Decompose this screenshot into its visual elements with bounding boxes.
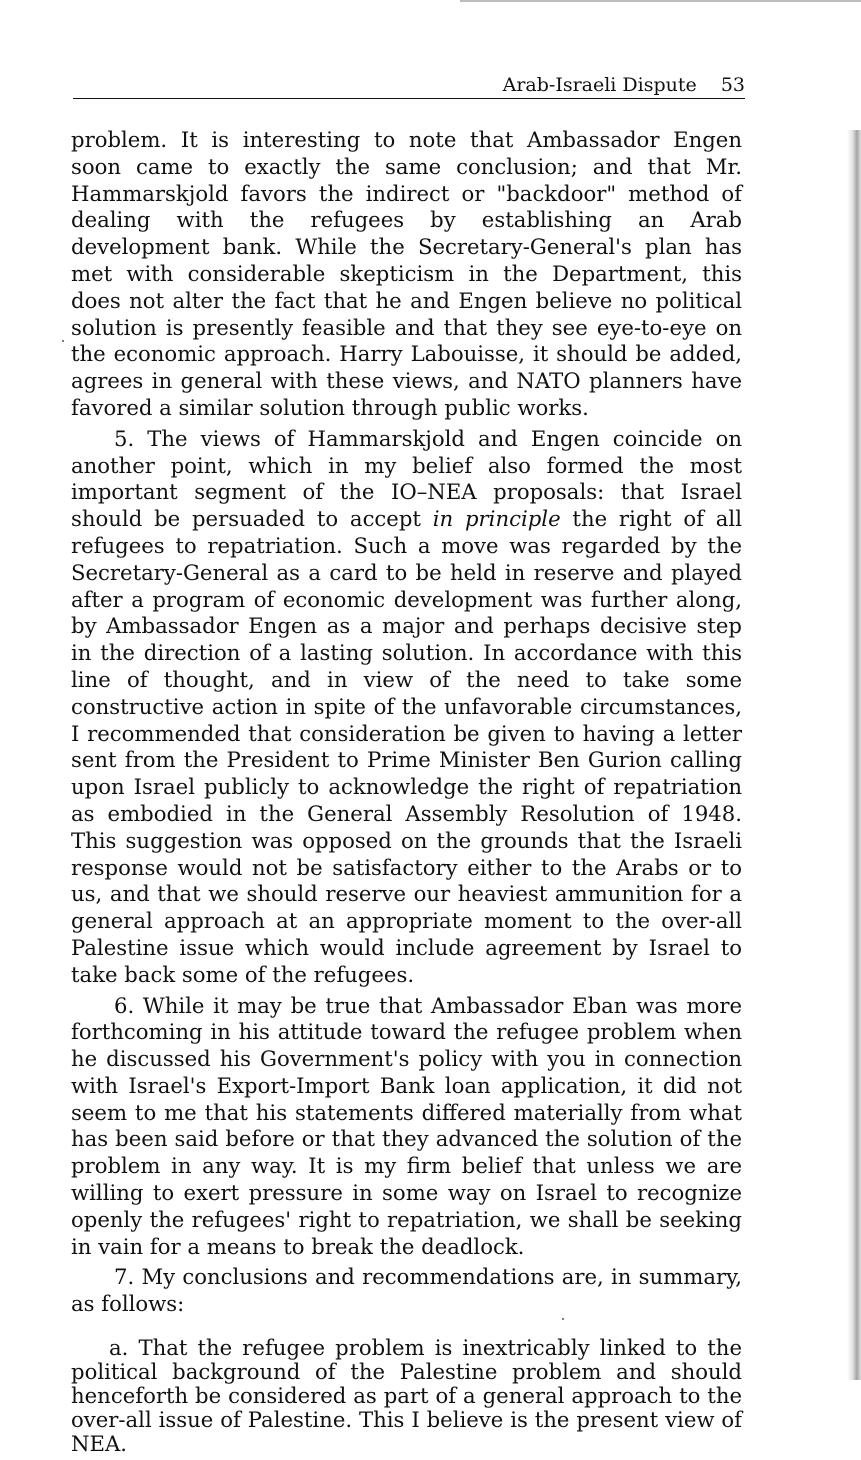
- page-binding-edge: [847, 130, 861, 1380]
- running-title: Arab-Israeli Dispute: [502, 74, 697, 96]
- paragraph-7a: a. That the refugee problem is inextricably linked to the political background of the Palestine problem and should henceforth be considered as part of a general approach to the over-all issue of Palestine. This I believe is the present view of NEA.: [71, 1335, 742, 1457]
- paragraph-7: 7. My conclusions and recommendations are, in summary, as follows:: [71, 1264, 742, 1317]
- scan-speck: [562, 1318, 564, 1320]
- paragraph-5-part2: the right of all refugees to repatriation. Such a move was regarded by the Secretary-General as a card to be held in reserve and played after a program of economic development was further along, by Ambassador Engen as a major and perhaps decisive step in the direction of a lasting solution. In accordance with this line of thought, and in view of the need to take some constructive action in spite of the unfavorable circumstances, I recommended that consideration be given to having a letter sent from the President to Prime Minister Ben Gurion calling upon Israel publicly to acknowledge the right of repatriation as embodied in the General Assembly Resolution of 1948. This suggestion was opposed on the grounds that the Israeli response would not be satisfactory either to the Arabs or to us, and that we should reserve our heaviest ammunition for a general approach at an appropriate moment to the over-all Palestine issue which would include agreement by Israel to take back some of the refugees.: [71, 506, 742, 987]
- scan-speck: [62, 340, 64, 342]
- scan-edge-rule: [460, 0, 861, 2]
- page-number: 53: [720, 74, 745, 96]
- paragraph-6: 6. While it may be true that Ambassador Eban was more forthcoming in his attitude toward the refugee problem when he discussed his Government's policy with you in connection with Israel's Export-Import Bank loan application, it did not seem to me that his statements differed materially from what has been said before or that they advanced the solution of the problem in any way. It is my firm belief that unless we are willing to exert pressure in some way on Israel to recognize openly the refugees' right to repatriation, we shall be seeking in vain for a means to break the deadlock.: [71, 992, 742, 1259]
- paragraph-5-part1: 5. The views of Hammarskjold and Engen coincide on another point, which in my belief also formed the most important segment of the IO–NEA proposals: that Israel should be persuaded to accept: [71, 425, 742, 532]
- running-header: [73, 74, 745, 99]
- paragraph-5-italic: in principle: [432, 506, 561, 532]
- paragraph-continued: problem. It is interesting to note that Ambassador Engen soon came to exactly the same conclusion; and that Mr. Hammarskjold favors the indirect or "backdoor" method of dealing with the refugees by establishing an Arab development bank. While the Secretary-General's plan has met with considerable skepticism in the Department, this does not alter the fact that he and Engen believe no political solution is presently feasible and that they see eye-to-eye on the economic approach. Harry Labouisse, it should be added, agrees in general with these views, and NATO planners have favored a similar solution through public works.: [71, 127, 742, 420]
- paragraph-5: [71, 426, 742, 989]
- body-text: [71, 127, 742, 1460]
